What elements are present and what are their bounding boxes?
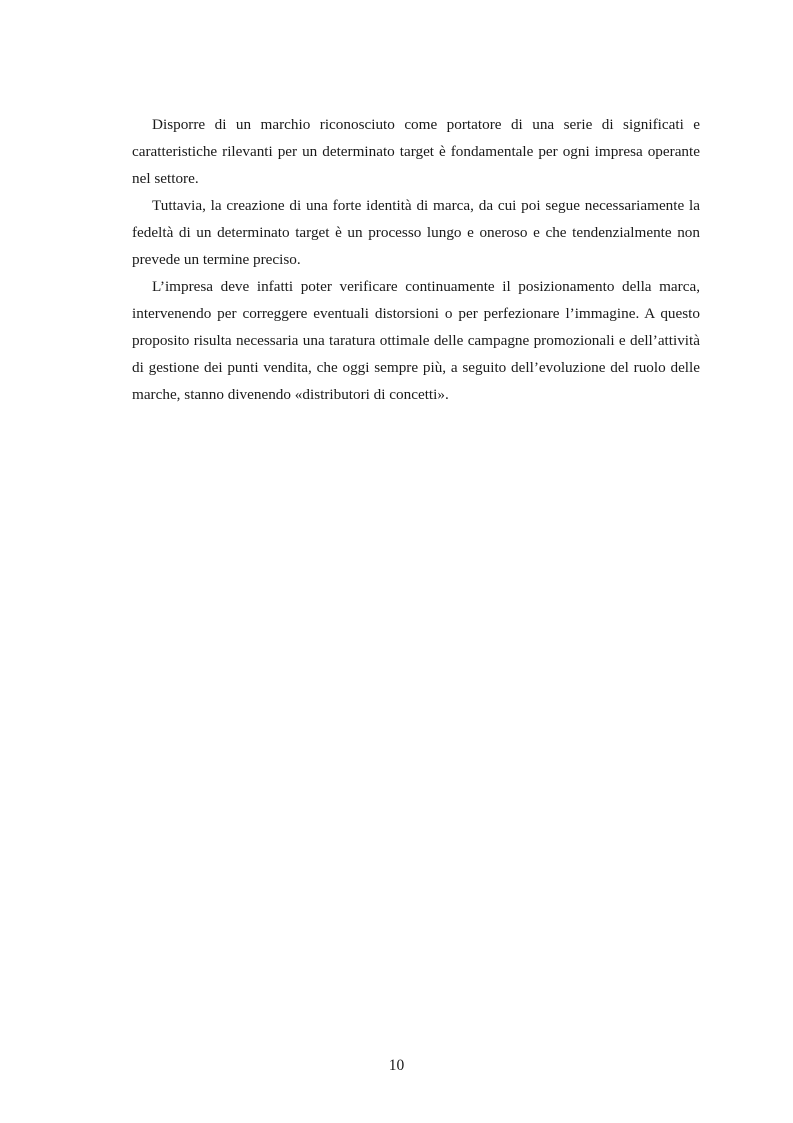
page-number: 10	[388, 1057, 405, 1074]
body-text	[132, 111, 700, 408]
paragraph-1: Disporre di un marchio riconosciuto come portatore di una serie di significati e caratteristiche rilevanti per un determinato target è fondamentale per ogni impresa operante nel settore.	[132, 116, 700, 187]
paragraph-2: Tuttavia, la creazione di una forte identità di marca, da cui poi segue necessariamente la fedeltà di un determinato target è un processo lungo e oneroso e che tendenzialmente non prevede un termine preciso.	[132, 197, 700, 268]
paragraph-3: L’impresa deve infatti poter verificare continuamente il posizionamento della marca, intervenendo per correggere eventuali distorsioni o per perfezionare l’immagine. A questo proposito risulta necessaria una taratura ottimale delle campagne promozionali e dell’attività di gestione dei punti vendita, che oggi sempre più, a seguito dell’evoluzione del ruolo delle marche, stanno divenendo «distributori di concetti».	[132, 278, 700, 403]
